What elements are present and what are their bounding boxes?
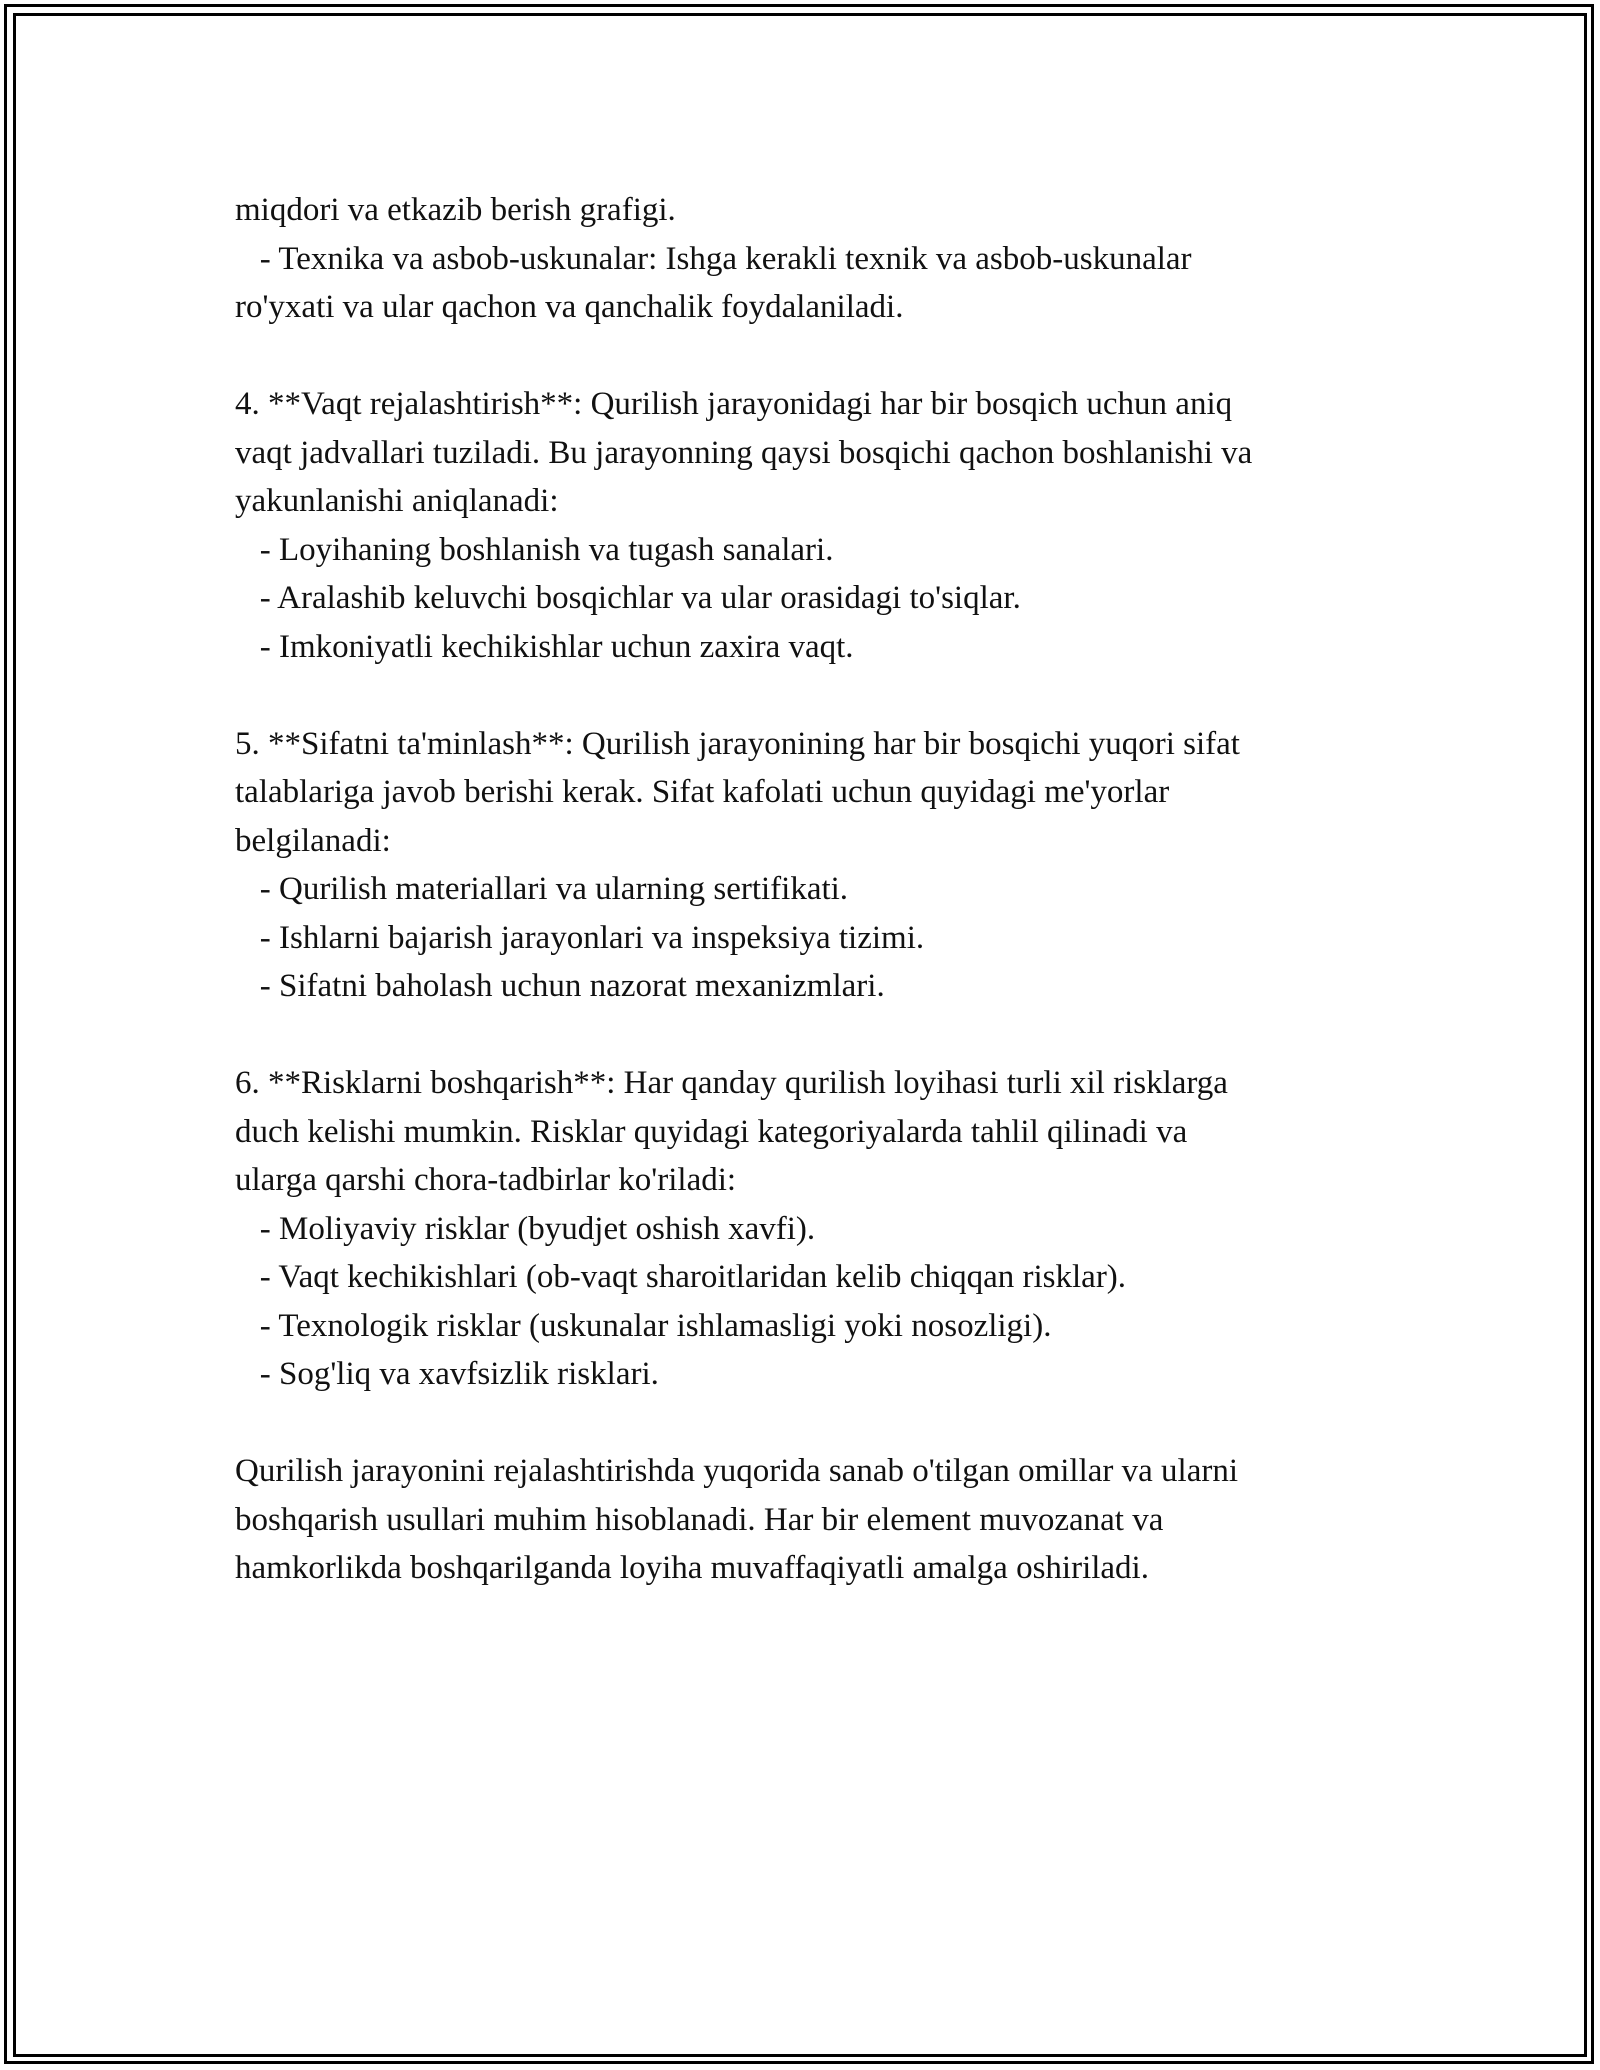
text-line: ro'yxati va ular qachon va qanchalik foydalaniladi.: [235, 289, 904, 325]
paragraph-time-planning: [235, 380, 1395, 671]
text-line: 6. **Risklarni boshqarish**: Har qanday qurilish loyihasi turli xil risklarga: [235, 1065, 1228, 1101]
text-line: yakunlanishi aniqlanadi:: [235, 483, 559, 519]
text-line: 4. **Vaqt rejalashtirish**: Qurilish jarayonidagi har bir bosqich uchun aniq: [235, 386, 1233, 422]
text-line: duch kelishi mumkin. Risklar quyidagi kategoriyalarda tahlil qilinadi va: [235, 1113, 1188, 1150]
list-item: - Moliyaviy risklar (byudjet oshish xavfi).: [235, 1210, 816, 1247]
text-line: hamkorlikda boshqarilganda loyiha muvaffaqiyatli amalga oshiriladi.: [235, 1550, 1149, 1586]
list-item: - Texnologik risklar (uskunalar ishlamasligi yoki nosozligi).: [235, 1307, 1052, 1344]
paragraph-quality-assurance: [235, 720, 1395, 1011]
text-line: vaqt jadvallari tuziladi. Bu jarayonning qaysi bosqichi qachon boshlanishi va: [235, 434, 1253, 471]
list-item: - Sifatni baholash uchun nazorat mexanizmlari.: [235, 968, 885, 1004]
text-line: - Texnika va asbob-uskunalar: Ishga kerakli texnik va asbob-uskunalar: [235, 240, 1192, 277]
list-item: - Sog'liq va xavfsizlik risklari.: [235, 1356, 659, 1392]
text-line: miqdori va etkazib berish grafigi.: [235, 192, 676, 228]
list-item: - Aralashib keluvchi bosqichlar va ular orasidagi to'siqlar.: [235, 580, 1021, 616]
list-item: - Qurilish materiallari va ularning sertifikati.: [235, 871, 849, 907]
paragraph-risk-management: [235, 1059, 1395, 1399]
paragraph-conclusion: [235, 1447, 1395, 1593]
list-item: - Ishlarni bajarish jarayonlari va inspeksiya tizimi.: [235, 919, 925, 956]
text-line: talablariga javob berishi kerak. Sifat kafolati uchun quyidagi me'yorlar: [235, 774, 1170, 810]
text-line: belgilanadi:: [235, 822, 391, 859]
text-line: Qurilish jarayonini rejalashtirishda yuqorida sanab o'tilgan omillar va ularni: [235, 1453, 1239, 1489]
paragraph-resources-continued: [235, 186, 1395, 332]
list-item: - Loyihaning boshlanish va tugash sanalari.: [235, 531, 834, 568]
list-item: - Vaqt kechikishlari (ob-vaqt sharoitlaridan kelib chiqqan risklar).: [235, 1259, 1127, 1295]
list-item: - Imkoniyatli kechikishlar uchun zaxira vaqt.: [235, 628, 854, 665]
text-line: ularga qarshi chora-tadbirlar ko'riladi:: [235, 1162, 737, 1198]
text-line: boshqarish usullari muhim hisoblanadi. Har bir element muvozanat va: [235, 1501, 1164, 1538]
document-body: [235, 186, 1395, 1641]
text-line: 5. **Sifatni ta'minlash**: Qurilish jarayonining har bir bosqichi yuqori sifat: [235, 725, 1240, 762]
